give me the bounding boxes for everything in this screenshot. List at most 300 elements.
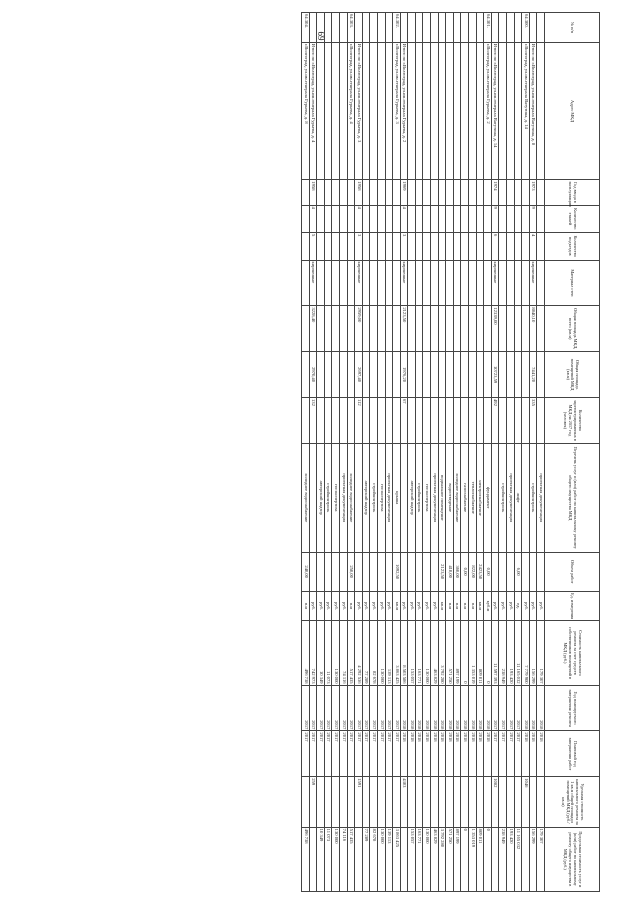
table-cell <box>332 180 340 205</box>
table-cell <box>499 233 507 261</box>
table-row <box>484 13 492 892</box>
table-cell <box>408 233 416 261</box>
table-cell: 1 353 019 <box>469 827 477 891</box>
table-cell <box>484 352 492 398</box>
table-cell: руб. <box>324 591 332 621</box>
table-cell <box>469 205 477 233</box>
table-cell <box>339 397 347 443</box>
table-cell <box>355 552 363 591</box>
table-cell <box>476 306 484 352</box>
table-cell: кирпичные <box>400 260 408 306</box>
table-cell: 2018 <box>469 731 477 777</box>
table-cell: 2018 <box>484 685 492 731</box>
table-cell <box>362 777 370 827</box>
table-cell: 463 829 <box>431 621 439 685</box>
table-cell <box>476 13 484 43</box>
table-cell <box>317 205 325 233</box>
table-cell <box>393 205 401 233</box>
table-row <box>446 13 454 892</box>
table-cell: 112 <box>355 397 363 443</box>
column-header: Удельная стоимость капитального ремонта за 1 кв.м общей площади помещений МКД (руб./кв.м) <box>545 777 600 827</box>
table-cell <box>431 397 439 443</box>
table-cell: 1973 <box>529 180 537 205</box>
table-cell: авторский надзор <box>408 443 416 552</box>
table-cell <box>499 180 507 205</box>
table-cell: 897 199 <box>453 827 461 891</box>
table-cell <box>370 42 378 180</box>
table-cell <box>324 397 332 443</box>
page-number: 69 <box>316 31 326 41</box>
table-cell <box>339 233 347 261</box>
table-cell <box>507 42 515 180</box>
table-cell: 2018 <box>461 685 469 731</box>
table-cell <box>385 777 393 827</box>
table-cell <box>332 260 340 306</box>
table-cell: 2017 <box>499 685 507 731</box>
column-header: Ед. измерения <box>545 591 600 621</box>
table-cell <box>469 180 477 205</box>
table-cell: 1969 <box>400 180 408 205</box>
table-cell: кв.м <box>393 591 401 621</box>
column-header: Объем работ <box>545 552 600 591</box>
table-cell: 2018 <box>423 685 431 731</box>
table-cell <box>317 777 325 827</box>
table-cell <box>332 233 340 261</box>
table-cell: Итого по г.Волгоград, ул.им.генерала Ватутина, д. 8 <box>529 42 537 180</box>
column-header: Общая площадь МКД, всего (кв.м) <box>545 306 600 352</box>
table-cell: авторский надзор <box>317 443 325 552</box>
table-cell: кирпичные <box>491 260 499 306</box>
table-cell: 2017 <box>393 685 401 731</box>
table-cell <box>499 260 507 306</box>
table-cell <box>324 260 332 306</box>
table-cell: 193 420 <box>507 621 515 685</box>
table-cell <box>469 352 477 398</box>
table-cell <box>476 352 484 398</box>
table-cell <box>362 552 370 591</box>
table-cell: 2018 <box>408 685 416 731</box>
table-cell <box>507 13 515 43</box>
table-cell <box>302 205 310 233</box>
table-cell: 3 <box>400 233 408 261</box>
table-row <box>415 13 423 892</box>
table-cell <box>355 13 363 43</box>
table-cell <box>324 180 332 205</box>
table-row <box>347 13 355 892</box>
table-cell <box>317 42 325 180</box>
table-cell <box>408 13 416 43</box>
table-cell: 2697,40 <box>355 352 363 398</box>
table-cell: 0,00 <box>484 552 492 591</box>
table-cell: 2018 <box>446 731 454 777</box>
table-cell: кв.м <box>476 591 484 621</box>
table-row <box>302 13 310 892</box>
table-cell <box>529 777 537 827</box>
table-cell <box>446 42 454 180</box>
table-cell <box>377 42 385 180</box>
table-cell <box>537 180 545 205</box>
table-cell <box>423 13 431 43</box>
table-cell <box>499 42 507 180</box>
table-cell: подвальное помещение <box>438 443 446 552</box>
table-cell <box>476 42 484 180</box>
table-cell: 517 435 <box>347 827 355 891</box>
table-row <box>423 13 431 892</box>
table-cell: 163 771 <box>415 621 423 685</box>
table-cell <box>393 233 401 261</box>
table-cell: п.м <box>469 591 477 621</box>
table-cell: г.Волгоград, ул.им.генерала Гурьева, д. 3 <box>393 42 401 180</box>
table-cell: 2017 <box>332 731 340 777</box>
table-cell <box>324 352 332 398</box>
table-cell: 517 435 <box>347 621 355 685</box>
table-row <box>469 13 477 892</box>
table-cell <box>370 552 378 591</box>
table-cell: 238 949 <box>499 621 507 685</box>
table-cell <box>355 443 363 552</box>
table-cell: 742 973 <box>309 621 317 685</box>
table-cell <box>453 205 461 233</box>
table-cell: 2017 <box>302 685 310 731</box>
table-cell: руб. <box>400 591 408 621</box>
table-cell: руб. <box>339 591 347 621</box>
table-cell <box>461 13 469 43</box>
table-row <box>408 13 416 892</box>
table-cell <box>339 42 347 180</box>
table-cell: 1046 <box>522 777 530 827</box>
table-cell: 240,00 <box>302 552 310 591</box>
table-cell: госэкспертиза <box>377 443 385 552</box>
table-cell <box>469 13 477 43</box>
table-cell <box>423 306 431 352</box>
table-cell <box>446 180 454 205</box>
table-cell: 571 250 <box>446 827 454 891</box>
table-cell: руб. <box>423 591 431 621</box>
table-row <box>332 13 340 892</box>
table-cell <box>438 42 446 180</box>
table-cell: руб. <box>370 591 378 621</box>
table-cell: 2017 <box>324 685 332 731</box>
table-row <box>393 13 401 892</box>
table-cell: руб. <box>522 591 530 621</box>
table-cell <box>446 352 454 398</box>
table-cell: крыша <box>393 443 401 552</box>
table-cell <box>537 260 545 306</box>
table-cell: п.м <box>347 591 355 621</box>
table-cell <box>423 205 431 233</box>
table-cell <box>317 233 325 261</box>
table-cell: 2018 <box>537 731 545 777</box>
table-cell: 153 057 <box>408 827 416 891</box>
table-cell: 809 011 <box>476 621 484 685</box>
table-cell <box>522 205 530 233</box>
table-cell <box>499 777 507 827</box>
table-cell <box>385 260 393 306</box>
table-cell <box>461 233 469 261</box>
table-cell <box>446 205 454 233</box>
table-cell: руб. <box>355 591 363 621</box>
table-cell <box>377 205 385 233</box>
table-cell: 2017 <box>317 731 325 777</box>
table-cell <box>324 205 332 233</box>
table-cell: 259 <box>309 777 317 827</box>
table-cell <box>453 777 461 827</box>
table-cell <box>507 180 515 205</box>
table-cell: водоотведение <box>446 443 454 552</box>
table-cell <box>377 233 385 261</box>
table-cell: авторский надзор <box>362 443 370 552</box>
table-cell <box>484 306 492 352</box>
table-cell: стройконтроль <box>370 443 378 552</box>
table-cell: 1 353 019 <box>469 621 477 685</box>
table-cell <box>438 180 446 205</box>
table-cell: 2018 <box>415 731 423 777</box>
table-cell: руб. <box>317 591 325 621</box>
table-cell: 8 503 586 <box>400 621 408 685</box>
table-cell <box>491 13 499 43</box>
table-cell <box>522 827 530 891</box>
table-cell <box>431 260 439 306</box>
table-cell: 4 <box>309 205 317 233</box>
table-cell: проектная документация <box>507 443 515 552</box>
table-cell <box>507 260 515 306</box>
table-cell <box>339 13 347 43</box>
table-cell <box>324 233 332 261</box>
table-cell <box>438 397 446 443</box>
table-cell: 1958 <box>355 180 363 205</box>
table-cell <box>324 42 332 180</box>
table-cell <box>507 552 515 591</box>
table-row <box>377 13 385 892</box>
table-cell <box>385 180 393 205</box>
table-cell: 3 <box>355 233 363 261</box>
table-cell <box>347 397 355 443</box>
table-cell <box>385 42 393 180</box>
table-cell <box>377 777 385 827</box>
table-cell: 2018 <box>400 685 408 731</box>
table-cell: 2018 <box>476 731 484 777</box>
table-cell <box>393 306 401 352</box>
table-cell <box>370 397 378 443</box>
table-cell: 2017 <box>491 731 499 777</box>
table-cell: 3 863 425 <box>393 827 401 891</box>
table-cell: 130 000 <box>332 827 340 891</box>
table-cell: 7 779 900 <box>522 621 530 685</box>
table-cell <box>469 306 477 352</box>
table-cell <box>522 352 530 398</box>
table-cell <box>355 827 363 891</box>
table-cell: проектная документация <box>431 443 439 552</box>
table-cell <box>362 306 370 352</box>
column-header: Предельная стоимость услуг и (или) работ по капитальному ремонту общего имущества в МКД (руб.) <box>545 827 600 891</box>
table-cell <box>537 552 545 591</box>
table-cell <box>446 306 454 352</box>
table-cell: стройконтроль <box>415 443 423 552</box>
table-cell <box>507 777 515 827</box>
table-cell <box>408 306 416 352</box>
table-cell <box>484 205 492 233</box>
table-cell <box>302 260 310 306</box>
table-cell: 11 165 032 <box>514 621 522 685</box>
table-cell: госэкспертиза <box>332 443 340 552</box>
table-cell: 163 771 <box>415 827 423 891</box>
table-cell: проектная документация <box>385 443 393 552</box>
table-cell: руб. <box>415 591 423 621</box>
table-cell: 67 <box>400 397 408 443</box>
table-cell <box>339 205 347 233</box>
table-cell <box>446 260 454 306</box>
table-cell: 410,00 <box>446 552 454 591</box>
table-cell: 2018 <box>438 731 446 777</box>
table-cell: электроснабжение <box>476 443 484 552</box>
table-cell: 153 057 <box>408 621 416 685</box>
table-cell <box>317 352 325 398</box>
table-cell <box>522 180 530 205</box>
table-cell <box>309 443 317 552</box>
table-cell <box>347 352 355 398</box>
table-cell <box>377 13 385 43</box>
table-cell <box>377 552 385 591</box>
table-cell <box>514 42 522 180</box>
table-cell <box>499 306 507 352</box>
table-cell: 64.303. <box>347 13 355 43</box>
table-cell <box>438 777 446 827</box>
table-cell <box>309 827 317 891</box>
table-cell: 238 949 <box>499 827 507 891</box>
table-cell <box>370 777 378 827</box>
table-cell <box>415 352 423 398</box>
table-cell <box>339 260 347 306</box>
table-cell <box>408 260 416 306</box>
table-cell <box>461 777 469 827</box>
table-cell <box>446 777 454 827</box>
table-cell: руб. <box>507 591 515 621</box>
table-cell <box>499 397 507 443</box>
table-cell: стройконтроль <box>529 443 537 552</box>
table-cell <box>347 233 355 261</box>
table-cell <box>317 552 325 591</box>
table-cell: 193 420 <box>507 827 515 891</box>
table-cell <box>339 552 347 591</box>
table-cell <box>469 260 477 306</box>
table-cell: 2017 <box>499 731 507 777</box>
table-cell <box>362 260 370 306</box>
table-cell <box>431 205 439 233</box>
table-cell: 2018 <box>469 685 477 731</box>
table-cell: 2018 <box>423 731 431 777</box>
table-cell <box>499 352 507 398</box>
table-cell <box>415 233 423 261</box>
table-cell <box>332 397 340 443</box>
table-cell <box>507 352 515 398</box>
table-cell: 2959,00 <box>355 306 363 352</box>
table-cell <box>339 777 347 827</box>
table-cell <box>522 443 530 552</box>
table-cell <box>431 777 439 827</box>
table-cell <box>339 306 347 352</box>
table-cell <box>453 180 461 205</box>
table-cell: 2017 <box>507 685 515 731</box>
table-cell: 0 <box>484 621 492 685</box>
table-cell: 64.301. <box>484 13 492 43</box>
table-cell <box>514 777 522 827</box>
table-cell <box>324 306 332 352</box>
column-header: Общая площадь помещений МКД (кв.м) <box>545 352 600 398</box>
table-cell: фундамент <box>484 443 492 552</box>
table-cell <box>332 777 340 827</box>
table-cell: руб. <box>309 591 317 621</box>
table-cell <box>400 552 408 591</box>
table-cell: г.Волгоград, ул.им.генерала Гурьева, д. 4 <box>347 42 355 180</box>
table-cell: куб.м <box>484 591 492 621</box>
table-cell <box>469 233 477 261</box>
table-cell: 10723,59 <box>491 352 499 398</box>
table-row <box>453 13 461 892</box>
table-cell: 0 <box>484 827 492 891</box>
table-cell: проектная документация <box>339 443 347 552</box>
table-cell <box>415 180 423 205</box>
table-cell: 130 000 <box>332 621 340 685</box>
table-cell: 64.302. <box>393 13 401 43</box>
table-cell <box>370 260 378 306</box>
table-cell <box>400 13 408 43</box>
table-cell: 2017 <box>370 731 378 777</box>
table-cell <box>514 233 522 261</box>
table-cell: п.м <box>461 591 469 621</box>
table-cell <box>370 306 378 352</box>
table-cell: холодное водоснабжение <box>347 443 355 552</box>
table-cell: 139 113 <box>385 827 393 891</box>
table-row <box>522 13 530 892</box>
column-header: Количество зарегистрированных в МКД на 2017 год (человек) <box>545 397 600 443</box>
table-cell <box>385 205 393 233</box>
table-cell: теплоснабжение <box>469 443 477 552</box>
table-cell: 74 116 <box>339 827 347 891</box>
table-cell <box>317 260 325 306</box>
table-cell <box>302 180 310 205</box>
table-cell: 11 073 <box>324 827 332 891</box>
table-cell <box>522 552 530 591</box>
table-cell: 3228,40 <box>309 306 317 352</box>
table-cell <box>385 306 393 352</box>
table-cell <box>324 777 332 827</box>
table-cell: 2017 <box>347 685 355 731</box>
table-cell <box>415 13 423 43</box>
table-cell <box>332 552 340 591</box>
column-header: Год планируемого завершения ремонта <box>545 685 600 731</box>
table-cell <box>377 397 385 443</box>
table-cell: 0,00 <box>461 552 469 591</box>
table-cell <box>347 260 355 306</box>
table-cell <box>431 306 439 352</box>
table-cell: 4 <box>355 205 363 233</box>
table-cell <box>484 777 492 827</box>
table-cell <box>408 777 416 827</box>
table-cell: госэкспертиза <box>423 443 431 552</box>
table-cell: 3 792 280 <box>438 621 446 685</box>
table-cell: 2017 <box>514 731 522 777</box>
table-cell <box>408 397 416 443</box>
table-cell <box>332 13 340 43</box>
table-cell: руб. <box>499 591 507 621</box>
table-cell <box>302 233 310 261</box>
table-cell <box>370 180 378 205</box>
column-header: Количество этажей <box>545 205 600 233</box>
table-cell <box>484 260 492 306</box>
table-cell: 492 <box>491 397 499 443</box>
capital-repair-table <box>301 12 600 892</box>
table-cell: 2018 <box>408 731 416 777</box>
